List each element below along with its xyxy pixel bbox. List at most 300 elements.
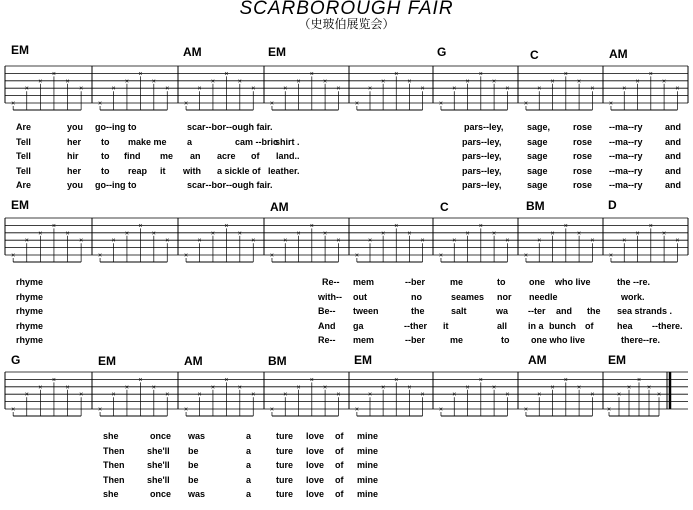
lyric-word: sage,	[527, 122, 551, 132]
song-title: SCARBOROUGH FAIR	[239, 0, 454, 19]
tab-note-mark: ×	[626, 384, 632, 392]
tab-note-mark: ×	[184, 252, 189, 260]
tab-note-mark: ×	[505, 237, 510, 245]
tab-note-mark: ×	[283, 237, 288, 245]
chord: BM	[268, 354, 287, 368]
lyric-word: pars--ley,	[462, 180, 502, 191]
tab-note-mark: ×	[636, 376, 642, 384]
lyric-word: pars--ley,	[464, 122, 504, 132]
lyric-word: go--ing	[95, 180, 126, 191]
lyric-word: of	[251, 151, 260, 162]
tab-note-mark: ×	[111, 237, 116, 245]
lyric-word: she'll	[147, 445, 170, 456]
tab-note-mark: ×	[224, 376, 229, 384]
tab-note-mark: ×	[616, 391, 622, 399]
tab-staff	[0, 60, 693, 120]
lyric-word: pars--ley,	[462, 136, 502, 147]
tab-note-mark: ×	[237, 230, 242, 238]
lyric-word: shirt .	[275, 136, 300, 147]
lyric-word: love	[306, 489, 325, 500]
tab-note-mark: ×	[420, 237, 425, 245]
lyric-word: who live	[555, 277, 591, 287]
tab-note-mark: ×	[635, 78, 640, 86]
tab-note-mark: ×	[367, 85, 373, 93]
lyric-word: you	[67, 122, 84, 132]
tab-note-mark: ×	[24, 237, 29, 245]
tab-note-mark: ×	[111, 85, 116, 93]
lyric-word: Then	[103, 474, 125, 485]
tab-note-mark: ×	[336, 85, 341, 93]
tab-note-mark: ×	[354, 406, 359, 414]
tab-note-mark: ×	[420, 85, 425, 93]
lyric-word: hir	[67, 151, 79, 162]
tab-note-mark: ×	[407, 384, 412, 392]
tab-note-mark: ×	[184, 406, 189, 414]
lyric-word: ture	[276, 445, 294, 456]
lyric-word: with--	[318, 291, 342, 302]
lyric-word: land..	[276, 151, 300, 162]
tab-note-mark: ×	[577, 78, 582, 86]
lyric-word: rhyme	[16, 277, 44, 287]
lyric-word: once	[150, 489, 172, 500]
chord: C	[440, 200, 449, 214]
tab-note-mark: ×	[210, 230, 215, 238]
tab-note-mark: ×	[309, 222, 314, 230]
lyric-word: love	[306, 431, 325, 441]
lyric-word: her	[67, 165, 82, 176]
lyric-word: an	[190, 151, 201, 162]
lyric-word: Re--	[318, 335, 336, 346]
tab-note-mark: ×	[577, 384, 582, 392]
tab-note-mark: ×	[38, 384, 43, 392]
tab-note-mark: ×	[492, 78, 497, 86]
tab-note-mark: ×	[38, 230, 43, 238]
tab-note-mark: ×	[296, 384, 301, 392]
lyric-word: --ber	[405, 335, 425, 346]
lyric-word: needle	[529, 291, 558, 302]
tab-note-mark: ×	[646, 384, 652, 392]
lyric-word: love	[306, 474, 325, 485]
lyric-word: --ther	[404, 320, 427, 331]
lyric-word: scar--bor--ough fair.	[187, 180, 273, 191]
tab-note-mark: ×	[98, 406, 103, 414]
lyric-word: of	[335, 489, 344, 500]
lyric-word: rose	[573, 136, 593, 147]
tab-note-mark: ×	[51, 376, 56, 384]
lyric-word: it	[160, 165, 166, 176]
lyric-word: --ma--ry	[609, 151, 643, 162]
tab-note-mark: ×	[590, 85, 595, 93]
tab-note-mark: ×	[505, 391, 510, 399]
tab-note-mark: ×	[24, 391, 29, 399]
lyric-word: you	[67, 180, 84, 191]
tab-note-mark: ×	[656, 391, 662, 399]
lyric-word: ture	[276, 460, 294, 471]
tab-note-mark: ×	[407, 230, 412, 238]
chord: AM	[184, 354, 203, 368]
tab-note-mark: ×	[563, 70, 568, 78]
lyric-word: go--ing	[95, 122, 126, 132]
lyric-word: Re--	[322, 277, 340, 287]
song-subtitle: （史玻伯展览会）	[298, 17, 395, 31]
tab-note-mark: ×	[550, 230, 555, 238]
tab-note-mark: ×	[237, 78, 242, 86]
lyric-word: bunch	[549, 320, 576, 331]
tab-note-mark: ×	[662, 230, 667, 238]
lyric-word: rhyme	[16, 320, 44, 331]
lyric-word: the	[411, 306, 425, 317]
lyric-word: work.	[621, 291, 645, 302]
lyric-word: --ter	[528, 306, 546, 317]
lyric-word: Then	[103, 445, 125, 456]
tab-note-mark: ×	[151, 78, 156, 86]
tab-note-mark: ×	[662, 78, 667, 86]
tab-note-mark: ×	[523, 252, 529, 260]
tab-note-mark: ×	[323, 230, 328, 238]
lyric-word: --ber	[405, 277, 425, 287]
lyric-word: be	[188, 445, 199, 456]
lyric-word: Are	[16, 122, 32, 132]
tab-note-mark: ×	[184, 100, 189, 108]
tab-note-mark: ×	[675, 237, 680, 245]
tab-note-mark: ×	[65, 78, 70, 86]
tab-note-mark: ×	[394, 376, 399, 384]
lyric-word: a sickle of	[217, 165, 261, 176]
tab-note-mark: ×	[505, 85, 510, 93]
tab-note-mark: ×	[79, 85, 84, 93]
tab-note-mark: ×	[675, 85, 680, 93]
tab-note-mark: ×	[124, 78, 129, 86]
lyric-word: with	[183, 165, 201, 176]
tab-note-mark: ×	[367, 391, 373, 399]
lyric-word: rose	[573, 180, 593, 191]
lyric-word: sage	[527, 165, 548, 176]
lyric-word: the	[587, 306, 601, 317]
tab-note-mark: ×	[438, 252, 444, 260]
tab-note-mark: ×	[492, 230, 497, 238]
lyric-word: --there.	[652, 320, 683, 331]
lyric-word: acre	[217, 151, 236, 162]
tab-note-mark: ×	[224, 70, 229, 78]
lyric-word: to	[128, 180, 137, 191]
lyric-word: Be--	[318, 306, 336, 317]
lyric-word: sage	[527, 180, 548, 191]
lyric-word: she'll	[147, 460, 170, 471]
lyric-word: out	[353, 291, 367, 302]
lyric-word: to	[128, 122, 137, 132]
tab-note-mark: ×	[79, 391, 84, 399]
lyric-word: --ma--ry	[609, 180, 643, 191]
lyric-word: a	[246, 489, 252, 500]
lyric-word: find	[124, 151, 141, 162]
tab-note-mark: ×	[563, 376, 568, 384]
tab-note-mark: ×	[24, 85, 29, 93]
tab-note-mark: ×	[269, 100, 275, 108]
tab-note-mark: ×	[354, 252, 359, 260]
chord: EM	[608, 353, 626, 367]
tab-note-mark: ×	[367, 237, 373, 245]
tab-note-mark: ×	[210, 78, 215, 86]
lyric-word: it	[443, 320, 449, 331]
chord: EM	[11, 198, 29, 212]
lyric-word: Tell	[16, 165, 31, 176]
lyric-word: ture	[276, 489, 294, 500]
tab-note-mark: ×	[336, 391, 341, 399]
tab-note-mark: ×	[381, 384, 386, 392]
tab-note-mark: ×	[438, 406, 444, 414]
tab-note-mark: ×	[323, 78, 328, 86]
tab-note-mark: ×	[394, 222, 399, 230]
lyric-word: to	[497, 277, 506, 287]
lyric-word: --ma--ry	[609, 165, 643, 176]
tab-note-mark: ×	[124, 230, 129, 238]
tab-note-mark: ×	[354, 100, 359, 108]
tab-note-mark: ×	[478, 222, 483, 230]
lyric-word: no	[411, 291, 422, 302]
tab-note-mark: ×	[537, 391, 542, 399]
lyric-word: of	[335, 445, 344, 456]
tab-note-mark: ×	[590, 391, 595, 399]
lyric-word: rose	[573, 122, 593, 132]
lyric-word: salt	[451, 306, 467, 317]
tab-note-mark: ×	[11, 100, 16, 108]
tab-note-mark: ×	[622, 237, 627, 245]
lyric-word: mine	[357, 460, 379, 471]
lyric-word: once	[150, 431, 172, 441]
tab-note-mark: ×	[381, 78, 386, 86]
tab-note-mark: ×	[465, 384, 470, 392]
tab-note-mark: ×	[590, 237, 595, 245]
tab-note-mark: ×	[269, 252, 275, 260]
lyric-word: be	[188, 474, 199, 485]
lyric-word: a	[246, 445, 252, 456]
lyric-word: --ma--ry	[609, 136, 643, 147]
chord: C	[530, 48, 539, 62]
lyric-word: rose	[573, 151, 593, 162]
lyric-word: her	[67, 136, 82, 147]
lyric-word: mine	[357, 489, 379, 500]
tab-note-mark: ×	[197, 391, 202, 399]
lyric-word: all	[497, 320, 508, 331]
lyric-word: rhyme	[16, 291, 44, 302]
tab-note-mark: ×	[151, 384, 156, 392]
lyric-word: of	[335, 474, 344, 485]
lyric-word: one	[529, 277, 546, 287]
lyric-word: seames	[451, 291, 485, 302]
tab-staff	[0, 366, 693, 426]
tab-note-mark: ×	[224, 222, 229, 230]
tab-note-mark: ×	[251, 237, 256, 245]
lyric-word: Then	[103, 460, 125, 471]
lyric-word: sea strands .	[617, 306, 673, 317]
tab-note-mark: ×	[237, 384, 242, 392]
tab-note-mark: ×	[563, 222, 568, 230]
chord: EM	[354, 353, 372, 367]
lyric-word: And	[318, 320, 336, 331]
chord: EM	[11, 43, 29, 57]
tab-note-mark: ×	[138, 70, 143, 78]
lyric-word: nor	[497, 291, 512, 302]
lyric-word: the --re.	[617, 277, 651, 287]
tab-note-mark: ×	[478, 70, 483, 78]
lyric-word: leather.	[268, 165, 300, 176]
tab-note-mark: ×	[283, 391, 288, 399]
lyric-word: to	[101, 151, 110, 162]
lyric-word: a	[246, 460, 252, 471]
chord: D	[608, 198, 617, 212]
lyric-word: and	[665, 122, 682, 132]
chord: G	[437, 45, 447, 59]
tab-note-mark: ×	[523, 100, 529, 108]
lyric-word: mem	[353, 335, 375, 346]
lyric-word: she'll	[147, 474, 170, 485]
lyric-word: in a	[528, 320, 544, 331]
tab-note-mark: ×	[296, 230, 301, 238]
tab-note-mark: ×	[197, 85, 202, 93]
chord: EM	[268, 45, 286, 59]
lyric-word: mine	[357, 445, 379, 456]
tab-note-mark: ×	[151, 230, 156, 238]
tab-note-mark: ×	[65, 230, 70, 238]
tab-note-mark: ×	[606, 406, 612, 414]
tab-note-mark: ×	[394, 70, 399, 78]
lyric-word: to	[101, 136, 110, 147]
lyric-word: sage	[527, 136, 548, 147]
tab-note-mark: ×	[608, 252, 614, 260]
tab-note-mark: ×	[550, 384, 555, 392]
tab-note-mark: ×	[478, 376, 483, 384]
tab-note-mark: ×	[51, 222, 56, 230]
tab-note-mark: ×	[65, 384, 70, 392]
lyric-word: make me	[128, 136, 167, 147]
tab-note-mark: ×	[492, 384, 497, 392]
lyric-word: a	[246, 431, 252, 441]
tab-note-mark: ×	[537, 237, 542, 245]
tab-note-mark: ×	[124, 384, 129, 392]
tab-note-mark: ×	[79, 237, 84, 245]
chord: AM	[183, 45, 202, 59]
lyric-word: ture	[276, 474, 294, 485]
tab-note-mark: ×	[98, 252, 103, 260]
tab-note-mark: ×	[452, 85, 457, 93]
tab-note-mark: ×	[309, 70, 314, 78]
tab-note-mark: ×	[309, 376, 314, 384]
tab-note-mark: ×	[251, 391, 256, 399]
tab-note-mark: ×	[165, 85, 170, 93]
lyric-word: rose	[573, 165, 593, 176]
lyric-word: me	[450, 335, 464, 346]
lyric-word: be	[188, 460, 199, 471]
lyric-word: Are	[16, 180, 32, 191]
lyric-word: rhyme	[16, 306, 44, 317]
tab-note-mark: ×	[537, 85, 542, 93]
lyric-word: a	[187, 136, 193, 147]
tab-note-mark: ×	[336, 237, 341, 245]
chord: AM	[528, 353, 547, 367]
lyric-word: reap	[128, 165, 148, 176]
lyric-word: was	[188, 489, 206, 500]
lyric-word: to	[101, 165, 110, 176]
lyric-word: of	[335, 431, 344, 441]
lyric-word: and	[665, 151, 682, 162]
tab-note-mark: ×	[283, 85, 288, 93]
tab-note-mark: ×	[577, 230, 582, 238]
tab-note-mark: ×	[465, 78, 470, 86]
tab-note-mark: ×	[523, 406, 529, 414]
tab-note-mark: ×	[138, 222, 143, 230]
tab-note-mark: ×	[452, 391, 457, 399]
lyric-word: and	[665, 136, 682, 147]
tab-note-mark: ×	[11, 406, 16, 414]
lyric-word: and	[665, 165, 682, 176]
lyric-word: a	[246, 474, 252, 485]
tab-note-mark: ×	[111, 391, 116, 399]
lyric-word: tween	[353, 306, 379, 317]
chord: G	[11, 353, 21, 367]
lyric-word: she	[103, 489, 119, 500]
tab-note-mark: ×	[251, 85, 256, 93]
lyric-word: to	[501, 335, 510, 346]
lyric-word: sage	[527, 151, 548, 162]
tab-note-mark: ×	[98, 100, 103, 108]
tab-note-mark: ×	[165, 391, 170, 399]
lyric-word: me	[450, 277, 464, 287]
tab-note-mark: ×	[381, 230, 386, 238]
lyric-word: was	[188, 431, 206, 441]
lyric-word: ture	[276, 431, 294, 441]
tab-note-mark: ×	[622, 85, 627, 93]
tab-note-mark: ×	[407, 78, 412, 86]
tab-note-mark: ×	[138, 376, 143, 384]
tab-note-mark: ×	[635, 230, 640, 238]
lyric-word: one who live	[531, 335, 586, 346]
lyric-word: --ma--ry	[609, 122, 643, 132]
tab-note-mark: ×	[165, 237, 170, 245]
tab-note-mark: ×	[38, 78, 43, 86]
lyric-word: she	[103, 431, 119, 441]
tab-note-mark: ×	[51, 70, 56, 78]
lyric-word: Tell	[16, 151, 31, 162]
lyric-word: cam --bric	[235, 136, 279, 147]
tab-note-mark: ×	[296, 78, 301, 86]
tab-note-mark: ×	[550, 78, 555, 86]
tab-note-mark: ×	[452, 237, 457, 245]
lyric-word: pars--ley,	[462, 165, 502, 176]
lyric-word: of	[335, 460, 344, 471]
tab-note-mark: ×	[465, 230, 470, 238]
tab-note-mark: ×	[648, 222, 653, 230]
lyric-word: and	[665, 180, 682, 191]
lyric-word: pars--ley,	[462, 151, 502, 162]
lyric-word: ga	[353, 320, 364, 331]
lyric-word: and	[556, 306, 573, 317]
tab-note-mark: ×	[438, 100, 444, 108]
lyric-word: there--re.	[621, 335, 661, 346]
chord: BM	[526, 199, 545, 213]
chord: AM	[609, 47, 628, 61]
lyric-word: love	[306, 445, 325, 456]
lyric-word: Tell	[16, 136, 31, 147]
chord: EM	[98, 354, 116, 368]
lyric-word: me	[160, 151, 174, 162]
chord: AM	[270, 200, 289, 214]
tab-note-mark: ×	[608, 100, 614, 108]
tab-note-mark: ×	[269, 406, 275, 414]
lyric-word: rhyme	[16, 335, 44, 346]
tab-note-mark: ×	[323, 384, 328, 392]
tab-note-mark: ×	[197, 237, 202, 245]
lyric-word: wa	[496, 306, 509, 317]
